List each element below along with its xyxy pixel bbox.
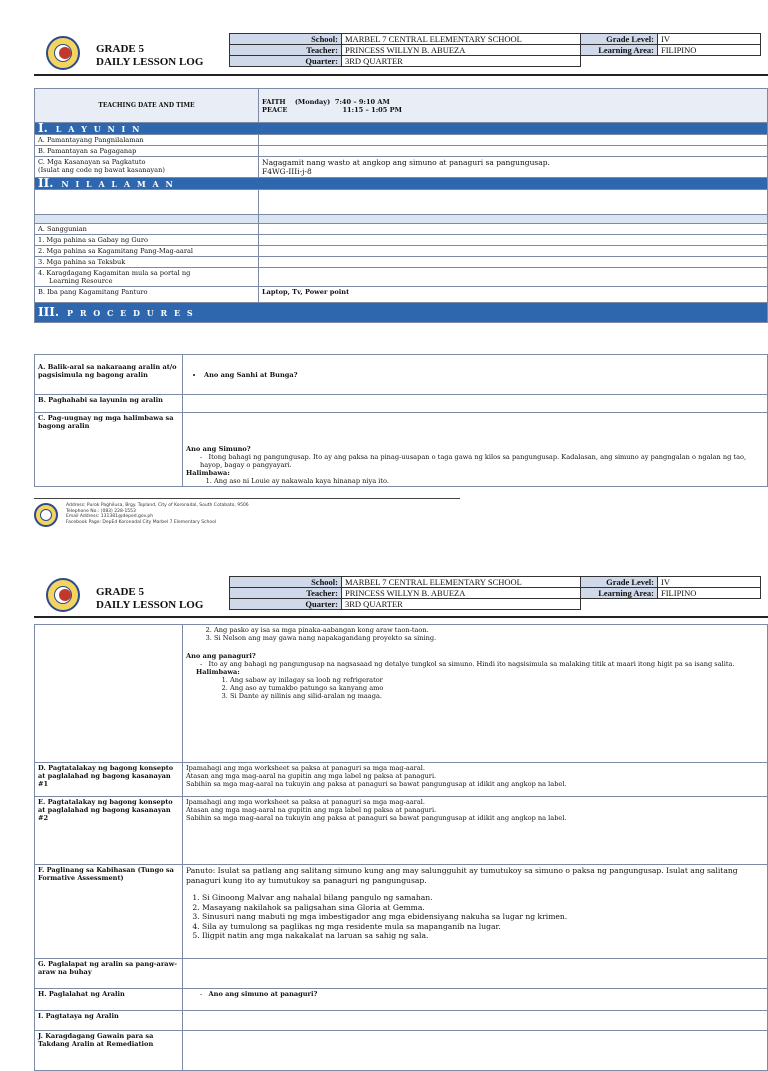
teacher-label: Teacher: — [230, 45, 342, 56]
quarter-label: Quarter: — [230, 56, 342, 67]
obj-c-label: C. Mga Kasanayan sa Pagkatuto — [38, 158, 146, 166]
panaguri-example-3: 3. Si Dante ay nilinis ang silid-aralan ng maaga. — [230, 692, 764, 700]
panaguri-question: Ano ang panaguri? — [186, 652, 256, 660]
log-title-2: DAILY LESSON LOG — [96, 599, 204, 611]
res-1-label: 1. Mga pahina sa Gabay ng Guro — [35, 235, 259, 246]
proc-b-label: B. Paghahabi sa layunin ng aralin — [35, 395, 183, 413]
res-4-label: 4. Karagdagang Kagamitan mula sa portal ng — [38, 269, 191, 277]
obj-a-label: A. Pamantayang Pangnilalaman — [35, 135, 259, 146]
proc-c-label: C. Pag-uugnay ng mga halimbawa sa bagong aralin — [35, 413, 183, 487]
lesson-table-page1 — [34, 88, 768, 323]
footer-email: Email Address: 131381@deped.gov.ph — [66, 514, 154, 519]
schedule-faith: FAITH (Monday) 7:40 – 9:10 AM — [262, 97, 390, 106]
obj-c-sub: (Isulat ang code ng bawat kasanayan) — [38, 166, 165, 174]
footer-phone: Telephone No.: (083) 228-1553 — [66, 508, 136, 514]
assessment-item-2: 2. Masayang nakilahok sa paligsahan sina Gloria at Gemma. — [202, 903, 764, 913]
proc-e-line-2: Atasan ang mga mag-aaral na gupitin ang mga label ng paksa at panaguri. — [186, 806, 437, 814]
assessment-item-5: 5. Iligpit natin ang mga nakakalat na laruan sa sahig ng sala. — [202, 931, 764, 941]
panaguri-example-2: 2. Ang aso ay tumakbo patungo sa kanyang amo — [230, 684, 764, 692]
assessment-item-4: 4. Sila ay tumulong sa paglikas ng mga residente mula sa mapanganib na lugar. — [202, 922, 764, 932]
proc-e-line-3: Sabihin sa mga mag-aaral na tukuyin ang paksa at panaguri sa bawat pangungusap at idikit ang angkop na label. — [186, 814, 567, 822]
footer-contact — [66, 503, 249, 525]
assessment-item-3: 3. Sinusuri nang mabuti ng mga imbestigador ang mga ebidensiyang nakuha sa lugar ng krimen. — [202, 912, 764, 922]
simuno-example-1: 1. Ang aso ni Louie ay nakawala kaya hinanap niya ito. — [214, 477, 764, 485]
proc-a-label: A. Balik-aral sa nakaraang aralin at/o pagsisimula ng bagong aralin — [35, 355, 183, 395]
quarter-value-2: 3RD QUARTER — [342, 599, 581, 610]
proc-j-label: J. Karagdagang Gawain para sa Takdang Aralin at Remediation — [35, 1031, 183, 1071]
procedures-table-page2 — [34, 624, 768, 1071]
dash-marker: - — [200, 453, 209, 461]
proc-a-value: • Ano ang Sanhi at Bunga? — [204, 371, 764, 379]
simuno-example-3: 3. Si Nelson ang may gawa nang napakagandang proyekto sa sining. — [214, 634, 764, 642]
proc-d-line-3: Sabihin sa mga mag-aaral na tukuyin ang paksa at panaguri sa bawat pangungusap at idikit ang angkop na label. — [186, 780, 567, 788]
simuno-example-2: 2. Ang pasko ay isa sa mga pinaka-aabangan kong araw taon-taon. — [214, 626, 764, 634]
section1-title: L A Y U N I N — [55, 124, 142, 134]
footer-address: Address: Purok Paghilusa, Brgy. Topland, City of Koronadal, South Cotabato, 9506 — [66, 503, 249, 508]
deped-seal-logo — [46, 36, 80, 70]
grade-level-label-2: Grade Level: — [581, 577, 658, 588]
header-divider-2 — [34, 616, 768, 618]
obj-c-code: F4WG-IIIi-j-8 — [262, 167, 312, 176]
proc-e-label: E. Pagtatalakay ng bagong konsepto at paglalahad ng bagong kasanayan #2 — [35, 797, 183, 865]
res-4-sub: Learning Resource — [49, 277, 113, 285]
obj-b-label: B. Pamantayan sa Pagaganap — [35, 146, 259, 157]
obj-c-value: Nagagamit nang wasto at angkop ang simuno at panaguri sa pangungusap. — [262, 158, 550, 167]
grade-level-label: Grade Level: — [581, 34, 658, 45]
grade-level-value-2: IV — [658, 577, 761, 588]
log-title: DAILY LESSON LOG — [96, 56, 204, 68]
proc-i-label: I. Pagtataya ng Aralin — [35, 1011, 183, 1031]
proc-g-label: G. Paglalapat ng aralin sa pang-araw-araw na buhay — [35, 959, 183, 989]
proc-d-line-1: Ipamahagi ang mga worksheet sa paksa at panaguri sa mga mag-aaral. — [186, 764, 425, 772]
footer-divider — [34, 498, 460, 499]
section2-title: N I L A L A M A N — [61, 179, 175, 189]
proc-h-value: Ano ang simuno at panaguri? — [208, 990, 318, 998]
school-label: School: — [230, 34, 342, 45]
section2-number: II. — [38, 176, 54, 190]
header-info-table-2 — [229, 576, 761, 610]
grade-level-value: IV — [658, 34, 761, 45]
deped-seal-logo-2 — [46, 578, 80, 612]
panaguri-definition: Ito ay ang bahagi ng pangungusap na nagsasaad ng detalye tungkol sa simuno. Hindi ito nagsisimula sa malaking titik at maari itong higit pa sa isang salita. — [208, 660, 735, 668]
halimbawa-label-2: Halimbawa: — [196, 668, 240, 676]
halimbawa-label-1: Halimbawa: — [186, 469, 230, 477]
header-info-table — [229, 33, 761, 67]
school-value-2: MARBEL 7 CENTRAL ELEMENTARY SCHOOL — [342, 577, 581, 588]
assessment-item-1: 1. Si Ginoong Malvar ang nahalal bilang pangulo ng samahan. — [202, 893, 764, 903]
proc-d-line-2: Atasan ang mga mag-aaral na gupitin ang mga label ng paksa at panaguri. — [186, 772, 437, 780]
simuno-definition: Itong bahagi ng pangungusap. Ito ay ang paksa na pinag-uusapan o taga gawa ng kilos sa pangungusap. Kadalasan, ang simuno ay pangngalan o ngalan ng tao, hayop, bagay o pangyayari. — [200, 453, 747, 469]
school-seal-logo — [34, 503, 58, 527]
header-divider — [34, 74, 768, 76]
res-b-value: Laptop, Tv, Power point — [259, 287, 768, 303]
teacher-label-2: Teacher: — [230, 588, 342, 599]
dash-marker-3: - — [200, 990, 209, 998]
learning-area-value: FILIPINO — [658, 45, 761, 56]
res-3-label: 3. Mga pahina sa Teksbuk — [35, 257, 259, 268]
panuto-text: Panuto: Isulat sa patlang ang salitang simuno kung ang may salungguhit ay tumutukoy sa simuno o paksa ng pangungusap. Isulat ang salitang panaguri kung ito ay tumutukoy sa panaguri ng pangungusap. — [186, 866, 738, 885]
simuno-question: Ano ang Simuno? — [186, 445, 251, 453]
proc-e-line-1: Ipamahagi ang mga worksheet sa paksa at panaguri sa mga mag-aaral. — [186, 798, 425, 806]
proc-h-label: H. Paglalahat ng Aralin — [35, 989, 183, 1011]
panaguri-example-1: 1. Ang sabaw ay inilagay sa loob ng refrigerator — [230, 676, 764, 684]
dash-marker-2: - — [200, 660, 209, 668]
res-2-label: 2. Mga pahina sa Kagamitang Pang-Mag-aaral — [35, 246, 259, 257]
grade-title-2: GRADE 5 — [96, 586, 144, 598]
quarter-label-2: Quarter: — [230, 599, 342, 610]
grade-title: GRADE 5 — [96, 43, 144, 55]
footer-facebook: Facebook Page: DepEd Koronadal City Marbel 7 Elementary School — [66, 519, 217, 525]
school-value: MARBEL 7 CENTRAL ELEMENTARY SCHOOL — [342, 34, 581, 45]
learning-area-label-2: Learning Area: — [581, 588, 658, 599]
school-label-2: School: — [230, 577, 342, 588]
schedule-peace: PEACE 11:15 – 1:05 PM — [262, 105, 402, 114]
teacher-value: PRINCESS WILLYN B. ABUEZA — [342, 45, 581, 56]
res-b-label: B. Iba pang Kagamitang Panturo — [35, 287, 259, 303]
learning-area-value-2: FILIPINO — [658, 588, 761, 599]
section3-title: P R O C E D U R E S — [67, 308, 195, 318]
teaching-date-label: TEACHING DATE AND TIME — [35, 89, 259, 123]
section3-number: III. — [38, 305, 60, 319]
proc-d-label: D. Pagtatalakay ng bagong konsepto at paglalahad ng bagong kasanayan #1 — [35, 763, 183, 797]
res-a-label: A. Sanggunian — [35, 224, 259, 235]
teacher-value-2: PRINCESS WILLYN B. ABUEZA — [342, 588, 581, 599]
procedures-table-page1 — [34, 354, 768, 487]
quarter-value: 3RD QUARTER — [342, 56, 581, 67]
learning-area-label: Learning Area: — [581, 45, 658, 56]
section1-number: I. — [38, 121, 48, 135]
proc-f-label: F. Paglinang sa Kabihasan (Tungo sa Formative Assessment) — [35, 865, 183, 959]
